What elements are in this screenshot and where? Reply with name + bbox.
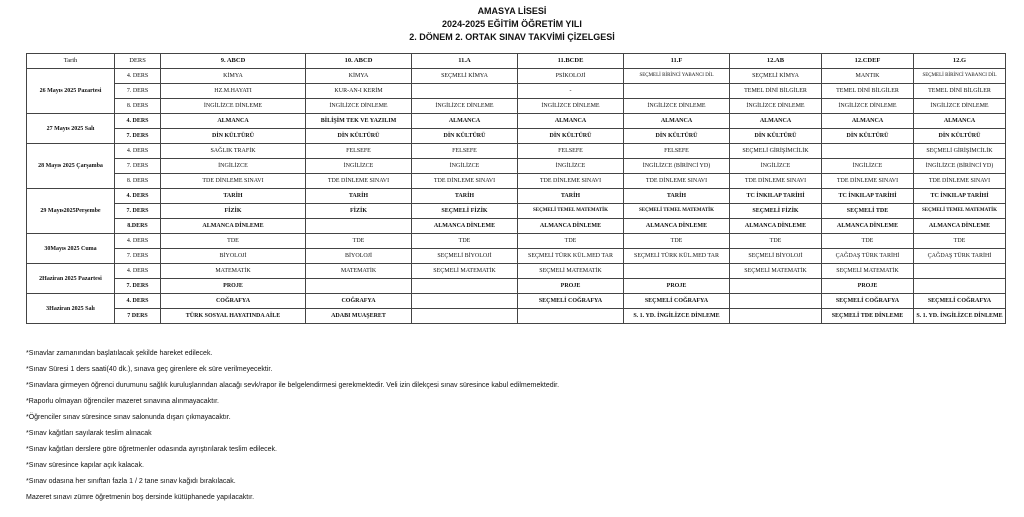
- subject-cell: ALMANCA: [412, 114, 518, 129]
- subject-cell: SEÇMELİ COĞRAFYA: [822, 294, 914, 309]
- school-name: AMASYA LİSESİ: [477, 6, 547, 16]
- subject-cell: KİMYA: [161, 69, 306, 84]
- subject-cell: TDE: [518, 234, 624, 249]
- document-title: 2. DÖNEM 2. ORTAK SINAV TAKVİMİ ÇİZELGESİ: [409, 32, 615, 42]
- period-cell: 8. DERS: [115, 99, 161, 114]
- subject-cell: [730, 279, 822, 294]
- note-line: *Sınav süresince kapılar açık kalacak.: [26, 462, 144, 469]
- subject-cell: SEÇMELİ TDE DİNLEME: [822, 309, 914, 324]
- subject-cell: [412, 279, 518, 294]
- table-row: [27, 84, 1006, 99]
- subject-cell: İNGİLİZCE: [306, 159, 412, 174]
- subject-cell: DİN KÜLTÜRÜ: [412, 129, 518, 144]
- note-line: *Raporlu olmayan öğrenciler mazeret sınavına alınmayacaktır.: [26, 398, 219, 405]
- subject-cell: COĞRAFYA: [161, 294, 306, 309]
- subject-cell: S. 1. YD. İNGİLİZCE DİNLEME: [624, 309, 730, 324]
- subject-cell: [730, 309, 822, 324]
- period-cell: 8. DERS: [115, 174, 161, 189]
- subject-cell: [914, 279, 1006, 294]
- period-cell: 7. DERS: [115, 84, 161, 99]
- subject-cell: BİLİŞİM TEK VE YAZILIM: [306, 114, 412, 129]
- subject-cell: DİN KÜLTÜRÜ: [306, 129, 412, 144]
- subject-cell: [306, 279, 412, 294]
- table-row: [27, 159, 1006, 174]
- period-cell: 4. DERS: [115, 264, 161, 279]
- subject-cell: TDE DİNLEME SINAVI: [518, 174, 624, 189]
- date-cell: 26 Mayıs 2025 Pazartesi: [27, 69, 115, 114]
- subject-cell: DİN KÜLTÜRÜ: [822, 129, 914, 144]
- subject-cell: TC İNKILAP TARİHİ: [730, 189, 822, 204]
- subject-cell: DİN KÜLTÜRÜ: [914, 129, 1006, 144]
- subject-cell: FELSEFE: [412, 144, 518, 159]
- subject-cell: FİZİK: [161, 204, 306, 219]
- table-row: [27, 249, 1006, 264]
- subject-cell: İNGİLİZCE (BİRİNCİ YD): [914, 159, 1006, 174]
- subject-cell: DİN KÜLTÜRÜ: [624, 129, 730, 144]
- subject-cell: İNGİLİZCE DİNLEME: [730, 99, 822, 114]
- subject-cell: SEÇMELİ GİRİŞİMCİLİK: [914, 144, 1006, 159]
- column-header: 11.F: [624, 54, 730, 69]
- subject-cell: TDE: [412, 234, 518, 249]
- subject-cell: TC İNKILAP TARİHİ: [822, 189, 914, 204]
- subject-cell: TDE: [624, 234, 730, 249]
- period-cell: 4. DERS: [115, 144, 161, 159]
- subject-cell: [412, 84, 518, 99]
- period-cell: 7 DERS: [115, 309, 161, 324]
- subject-cell: ALMANCA DİNLEME: [624, 219, 730, 234]
- subject-cell: ALMANCA DİNLEME: [518, 219, 624, 234]
- subject-cell: ALMANCA DİNLEME: [412, 219, 518, 234]
- note-line: *Sınav kağıtları sayılarak teslim alınacak: [26, 430, 152, 437]
- subject-cell: SEÇMELİ TEMEL MATEMATİK: [518, 204, 624, 219]
- table-row: [27, 189, 1006, 204]
- column-header: 11.BCDE: [518, 54, 624, 69]
- subject-cell: TDE DİNLEME SINAVI: [730, 174, 822, 189]
- subject-cell: İNGİLİZCE DİNLEME: [306, 99, 412, 114]
- subject-cell: MATEMATİK: [161, 264, 306, 279]
- subject-cell: S. 1. YD. İNGİLİZCE DİNLEME: [914, 309, 1006, 324]
- subject-cell: TDE: [914, 234, 1006, 249]
- subject-cell: TDE DİNLEME SINAVI: [624, 174, 730, 189]
- subject-cell: ALMANCA: [822, 114, 914, 129]
- subject-cell: SEÇMELİ FİZİK: [412, 204, 518, 219]
- table-row: [27, 69, 1006, 84]
- table-row: [27, 174, 1006, 189]
- subject-cell: [412, 294, 518, 309]
- subject-cell: SEÇMELİ BİRİNCİ YABANCI DİL: [624, 69, 730, 84]
- subject-cell: İNGİLİZCE DİNLEME: [518, 99, 624, 114]
- subject-cell: SEÇMELİ TÜRK KÜL.MED TAR: [624, 249, 730, 264]
- note-line: *Sınav odasına her sınıftan fazla 1 / 2 tane sınav kağıdı bırakılacak.: [26, 478, 236, 485]
- subject-cell: TARİH: [624, 189, 730, 204]
- period-cell: 4. DERS: [115, 294, 161, 309]
- column-header: 12.AB: [730, 54, 822, 69]
- subject-cell: ALMANCA DİNLEME: [730, 219, 822, 234]
- note-line: *Sınavlar zamanından başlatılacak şekilde hareket edilecek.: [26, 350, 213, 357]
- subject-cell: TEMEL DİNİ BİLGİLER: [914, 84, 1006, 99]
- column-header: 10. ABCD: [306, 54, 412, 69]
- subject-cell: İNGİLİZCE (BİRİNCİ YD): [624, 159, 730, 174]
- column-header: 9. ABCD: [161, 54, 306, 69]
- subject-cell: İNGİLİZCE DİNLEME: [161, 99, 306, 114]
- subject-cell: SEÇMELİ COĞRAFYA: [518, 294, 624, 309]
- subject-cell: ALMANCA DİNLEME: [161, 219, 306, 234]
- note-line: *Sınav kağıtları derslere göre öğretmenler odasında ayrıştırılarak teslim edilecek.: [26, 446, 277, 453]
- table-row: [27, 264, 1006, 279]
- subject-cell: İNGİLİZCE DİNLEME: [624, 99, 730, 114]
- subject-cell: SAĞLIK TRAFİK: [161, 144, 306, 159]
- subject-cell: [822, 144, 914, 159]
- subject-cell: ALMANCA: [518, 114, 624, 129]
- subject-cell: TÜRK SOSYAL HAYATINDA AİLE: [161, 309, 306, 324]
- subject-cell: PROJE: [161, 279, 306, 294]
- subject-cell: ALMANCA: [624, 114, 730, 129]
- subject-cell: SEÇMELİ TDE: [822, 204, 914, 219]
- subject-cell: SEÇMELİ BİYOLOJİ: [730, 249, 822, 264]
- subject-cell: TDE DİNLEME SINAVI: [412, 174, 518, 189]
- subject-cell: TDE DİNLEME SINAVI: [914, 174, 1006, 189]
- date-cell: 30Mayıs 2025 Cuma: [27, 234, 115, 264]
- subject-cell: KUR-AN-I KERİM: [306, 84, 412, 99]
- period-cell: 8.DERS: [115, 219, 161, 234]
- subject-cell: İNGİLİZCE: [518, 159, 624, 174]
- subject-cell: PROJE: [518, 279, 624, 294]
- date-cell: 27 Mayıs 2025 Salı: [27, 114, 115, 144]
- subject-cell: TEMEL DİNİ BİLGİLER: [822, 84, 914, 99]
- subject-cell: ÇAĞDAŞ TÜRK TARİHİ: [822, 249, 914, 264]
- subject-cell: [518, 309, 624, 324]
- table-row: [27, 219, 1006, 234]
- period-cell: 7. DERS: [115, 159, 161, 174]
- subject-cell: COĞRAFYA: [306, 294, 412, 309]
- subject-cell: PROJE: [822, 279, 914, 294]
- subject-cell: PROJE: [624, 279, 730, 294]
- note-line: Mazeret sınavı zümre öğretmenin boş dersinde kütüphanede yapılacaktır.: [26, 494, 255, 501]
- subject-cell: BİYOLOJİ: [161, 249, 306, 264]
- subject-cell: TDE DİNLEME SINAVI: [161, 174, 306, 189]
- subject-cell: MATEMATİK: [306, 264, 412, 279]
- subject-cell: [914, 264, 1006, 279]
- subject-cell: SEÇMELİ TEMEL MATEMATİK: [624, 204, 730, 219]
- academic-year: 2024-2025 EĞİTİM ÖĞRETİM YILI: [442, 19, 582, 29]
- subject-cell: [412, 309, 518, 324]
- subject-cell: DİN KÜLTÜRÜ: [730, 129, 822, 144]
- table-body: [27, 69, 1006, 324]
- subject-cell: [730, 294, 822, 309]
- subject-cell: FELSEFE: [518, 144, 624, 159]
- table-header-row: [27, 54, 1006, 69]
- table-row: [27, 144, 1006, 159]
- subject-cell: TARİH: [518, 189, 624, 204]
- subject-cell: SEÇMELİ KİMYA: [730, 69, 822, 84]
- note-line: *Öğrenciler sınav süresince sınav salonunda dışarı çıkmayacaktır.: [26, 414, 231, 421]
- period-cell: 4. DERS: [115, 69, 161, 84]
- subject-cell: SEÇMELİ KİMYA: [412, 69, 518, 84]
- subject-cell: TARİH: [306, 189, 412, 204]
- period-cell: 4. DERS: [115, 114, 161, 129]
- table-row: [27, 279, 1006, 294]
- table-row: [27, 204, 1006, 219]
- subject-cell: TC İNKILAP TARİHİ: [914, 189, 1006, 204]
- subject-cell: İNGİLİZCE DİNLEME: [412, 99, 518, 114]
- column-header: 12.CDEF: [822, 54, 914, 69]
- subject-cell: [306, 219, 412, 234]
- subject-cell: SEÇMELİ FİZİK: [730, 204, 822, 219]
- subject-cell: TEMEL DİNİ BİLGİLER: [730, 84, 822, 99]
- subject-cell: SEÇMELİ BİYOLOJİ: [412, 249, 518, 264]
- table-row: [27, 114, 1006, 129]
- subject-cell: TARİH: [161, 189, 306, 204]
- subject-cell: TDE DİNLEME SINAVI: [822, 174, 914, 189]
- subject-cell: SEÇMELİ BİRİNCİ YABANCI DİL: [914, 69, 1006, 84]
- subject-cell: BİYOLOJİ: [306, 249, 412, 264]
- subject-cell: KİMYA: [306, 69, 412, 84]
- subject-cell: İNGİLİZCE: [161, 159, 306, 174]
- subject-cell: DİN KÜLTÜRÜ: [161, 129, 306, 144]
- subject-cell: ADABI MUAŞERET: [306, 309, 412, 324]
- subject-cell: ALMANCA DİNLEME: [914, 219, 1006, 234]
- subject-cell: SEÇMELİ MATEMATİK: [518, 264, 624, 279]
- subject-cell: [624, 84, 730, 99]
- period-cell: 4. DERS: [115, 189, 161, 204]
- subject-cell: TDE: [822, 234, 914, 249]
- period-cell: 4. DERS: [115, 234, 161, 249]
- exam-schedule-table: [26, 53, 1006, 324]
- subject-cell: FELSEFE: [306, 144, 412, 159]
- subject-cell: FELSEFE: [624, 144, 730, 159]
- table-row: [27, 129, 1006, 144]
- subject-cell: SEÇMELİ TEMEL MATEMATİK: [914, 204, 1006, 219]
- column-header: 12.G: [914, 54, 1006, 69]
- subject-cell: DİN KÜLTÜRÜ: [518, 129, 624, 144]
- subject-cell: SEÇMELİ MATEMATİK: [730, 264, 822, 279]
- subject-cell: İNGİLİZCE: [412, 159, 518, 174]
- column-header: DERS: [115, 54, 161, 69]
- subject-cell: İNGİLİZCE DİNLEME: [914, 99, 1006, 114]
- date-cell: 28 Mayıs 2025 Çarşamba: [27, 144, 115, 189]
- period-cell: 7. DERS: [115, 204, 161, 219]
- period-cell: 7. DERS: [115, 279, 161, 294]
- subject-cell: İNGİLİZCE DİNLEME: [822, 99, 914, 114]
- date-cell: 3Haziran 2025 Salı: [27, 294, 115, 324]
- date-cell: 29 Mayıs2025Perşembe: [27, 189, 115, 234]
- table-row: [27, 309, 1006, 324]
- subject-cell: ALMANCA: [914, 114, 1006, 129]
- subject-cell: -: [518, 84, 624, 99]
- column-header: 11.A: [412, 54, 518, 69]
- subject-cell: ALMANCA: [161, 114, 306, 129]
- table-row: [27, 294, 1006, 309]
- note-line: *Sınavlara girmeyen öğrenci durumunu sağlık kuruluşlarından alacağı sevk/rapor ile belgelendirmesi gerekmektedir. Veli izin dilekçesi sınav süresince kabul edilmemektedir.: [26, 382, 560, 389]
- subject-cell: HZ.M.HAYATI: [161, 84, 306, 99]
- subject-cell: SEÇMELİ GİRİŞİMCİLİK: [730, 144, 822, 159]
- period-cell: 7. DERS: [115, 249, 161, 264]
- subject-cell: SEÇMELİ COĞRAFYA: [624, 294, 730, 309]
- subject-cell: PSİKOLOJİ: [518, 69, 624, 84]
- subject-cell: ALMANCA DİNLEME: [822, 219, 914, 234]
- table-row: [27, 234, 1006, 249]
- note-line: *Sınav Süresi 1 ders saati(40 dk.), sınava geç girenlere ek süre verilmeyecektir.: [26, 366, 273, 373]
- column-header: Tarih: [27, 54, 115, 69]
- subject-cell: [624, 264, 730, 279]
- subject-cell: ÇAĞDAŞ TÜRK TARİHİ: [914, 249, 1006, 264]
- subject-cell: SEÇMELİ COĞRAFYA: [914, 294, 1006, 309]
- subject-cell: SEÇMELİ MATEMATİK: [822, 264, 914, 279]
- subject-cell: TDE DİNLEME SINAVI: [306, 174, 412, 189]
- subject-cell: SEÇMELİ MATEMATİK: [412, 264, 518, 279]
- subject-cell: TDE: [730, 234, 822, 249]
- subject-cell: SEÇMELİ TÜRK KÜL.MED TAR: [518, 249, 624, 264]
- subject-cell: İNGİLİZCE: [822, 159, 914, 174]
- period-cell: 7. DERS: [115, 129, 161, 144]
- date-cell: 2Haziran 2025 Pazartesi: [27, 264, 115, 294]
- subject-cell: TDE: [306, 234, 412, 249]
- subject-cell: ALMANCA: [730, 114, 822, 129]
- subject-cell: İNGİLİZCE: [730, 159, 822, 174]
- subject-cell: FİZİK: [306, 204, 412, 219]
- subject-cell: MANTIK: [822, 69, 914, 84]
- subject-cell: TARİH: [412, 189, 518, 204]
- subject-cell: TDE: [161, 234, 306, 249]
- table-row: [27, 99, 1006, 114]
